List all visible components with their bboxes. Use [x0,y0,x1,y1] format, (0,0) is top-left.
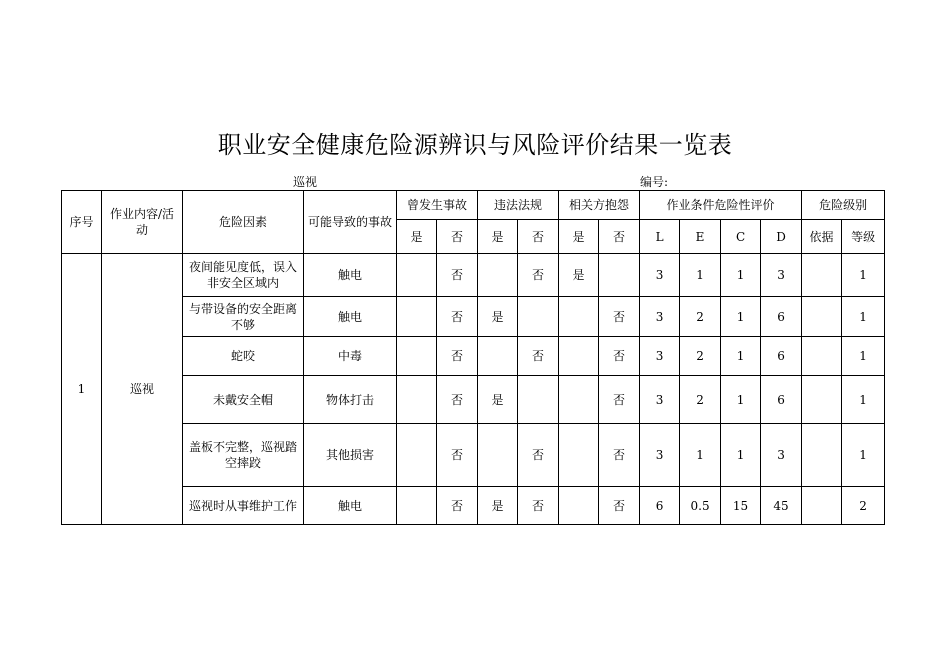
header-D: D [761,220,802,254]
grade-cell: 2 [842,487,885,525]
accident-cell: 触电 [304,254,397,297]
L-cell: 3 [640,337,680,376]
header-violation-yes: 是 [478,220,518,254]
L-cell: 3 [640,297,680,337]
violation-no-cell [518,376,559,424]
E-cell: 2 [680,337,721,376]
complaint-yes-cell [559,424,599,487]
risk-table [61,190,885,525]
table-row [62,297,885,337]
table-row [62,254,885,297]
occurred-no-cell: 否 [437,297,478,337]
header-seq: 序号 [62,191,102,254]
occurred-no-cell: 否 [437,424,478,487]
C-cell: 15 [721,487,761,525]
violation-no-cell: 否 [518,487,559,525]
table-row [62,376,885,424]
accident-cell: 物体打击 [304,376,397,424]
grade-cell: 1 [842,254,885,297]
hazard-cell: 巡视时从事维护工作 [183,487,304,525]
basis-cell [802,254,842,297]
occurred-yes-cell [397,487,437,525]
grade-cell: 1 [842,337,885,376]
occurred-yes-cell [397,376,437,424]
hazard-cell: 与带设备的安全距离不够 [183,297,304,337]
C-cell: 1 [721,337,761,376]
header-activity: 作业内容/活动 [102,191,183,254]
E-cell: 0.5 [680,487,721,525]
D-cell: 3 [761,254,802,297]
seq-cell: 1 [62,254,102,525]
complaint-yes-cell [559,376,599,424]
grade-cell: 1 [842,376,885,424]
hazard-cell: 未戴安全帽 [183,376,304,424]
violation-no-cell [518,297,559,337]
L-cell: 3 [640,376,680,424]
C-cell: 1 [721,297,761,337]
complaint-no-cell: 否 [599,487,640,525]
header-row-1 [62,191,885,220]
violation-yes-cell [478,424,518,487]
complaint-yes-cell [559,487,599,525]
header-evaluation: 作业条件危险性评价 [640,191,802,220]
E-cell: 1 [680,424,721,487]
violation-no-cell: 否 [518,337,559,376]
violation-no-cell: 否 [518,424,559,487]
occurred-yes-cell [397,297,437,337]
D-cell: 3 [761,424,802,487]
header-occurred: 曾发生事故 [397,191,478,220]
grade-cell: 1 [842,424,885,487]
header-occurred-no: 否 [437,220,478,254]
header-basis: 依据 [802,220,842,254]
occurred-no-cell: 否 [437,337,478,376]
accident-cell: 其他损害 [304,424,397,487]
occurred-yes-cell [397,337,437,376]
activity-cell: 巡视 [102,254,183,525]
complaint-no-cell [599,254,640,297]
header-complaint-yes: 是 [559,220,599,254]
violation-yes-cell [478,254,518,297]
E-cell: 1 [680,254,721,297]
header-violation: 违法法规 [478,191,559,220]
hazard-cell: 蛇咬 [183,337,304,376]
header-E: E [680,220,721,254]
complaint-no-cell: 否 [599,297,640,337]
complaint-no-cell: 否 [599,337,640,376]
violation-yes-cell: 是 [478,487,518,525]
L-cell: 3 [640,254,680,297]
header-complaint: 相关方抱怨 [559,191,640,220]
page-title: 职业安全健康危险源辨识与风险评价结果一览表 [217,131,733,159]
basis-cell [802,487,842,525]
L-cell: 3 [640,424,680,487]
D-cell: 6 [761,376,802,424]
C-cell: 1 [721,376,761,424]
activity-label: 巡视 [293,175,318,189]
occurred-yes-cell [397,254,437,297]
code-label: 编号: [640,175,669,189]
L-cell: 6 [640,487,680,525]
basis-cell [802,376,842,424]
complaint-yes-cell [559,297,599,337]
basis-cell [802,424,842,487]
E-cell: 2 [680,297,721,337]
header-complaint-no: 否 [599,220,640,254]
violation-no-cell: 否 [518,254,559,297]
table-row [62,424,885,487]
hazard-cell: 盖板不完整，巡视踏空摔跤 [183,424,304,487]
occurred-no-cell: 否 [437,376,478,424]
header-grade: 等级 [842,220,885,254]
C-cell: 1 [721,424,761,487]
table-row [62,487,885,525]
C-cell: 1 [721,254,761,297]
complaint-no-cell: 否 [599,376,640,424]
basis-cell [802,297,842,337]
violation-yes-cell [478,337,518,376]
header-L: L [640,220,680,254]
header-occurred-yes: 是 [397,220,437,254]
header-hazard: 危险因素 [183,191,304,254]
occurred-no-cell: 否 [437,487,478,525]
header-level: 危险级别 [802,191,885,220]
D-cell: 6 [761,297,802,337]
occurred-yes-cell [397,424,437,487]
complaint-yes-cell [559,337,599,376]
header-C: C [721,220,761,254]
header-violation-no: 否 [518,220,559,254]
D-cell: 6 [761,337,802,376]
occurred-no-cell: 否 [437,254,478,297]
header-accident: 可能导致的事故 [304,191,397,254]
accident-cell: 触电 [304,297,397,337]
violation-yes-cell: 是 [478,297,518,337]
grade-cell: 1 [842,297,885,337]
D-cell: 45 [761,487,802,525]
accident-cell: 触电 [304,487,397,525]
complaint-yes-cell: 是 [559,254,599,297]
table-row [62,337,885,376]
basis-cell [802,337,842,376]
accident-cell: 中毒 [304,337,397,376]
hazard-cell: 夜间能见度低，误入非安全区域内 [183,254,304,297]
violation-yes-cell: 是 [478,376,518,424]
complaint-no-cell: 否 [599,424,640,487]
E-cell: 2 [680,376,721,424]
